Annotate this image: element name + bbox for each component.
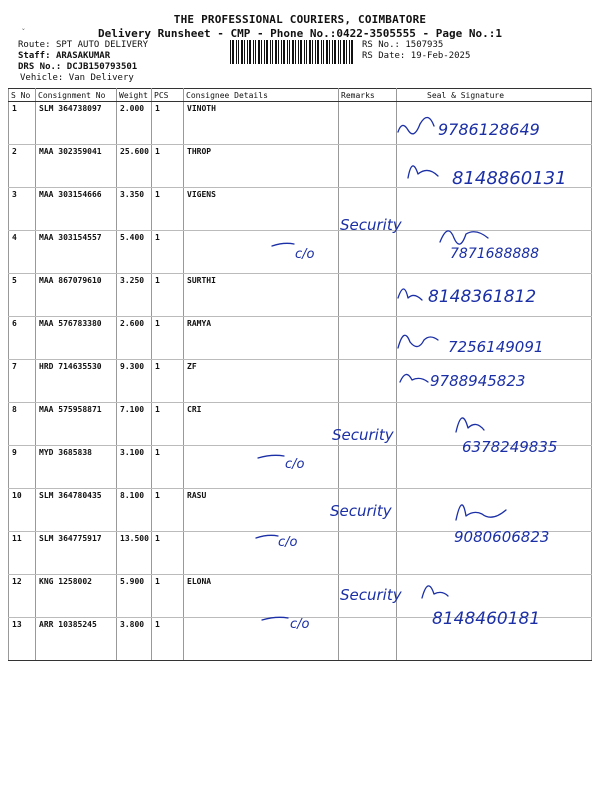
barcode-bar [289,40,290,64]
cell-signature [397,231,592,274]
cell-signature [397,274,592,317]
barcode-bar [346,40,347,64]
cell-pcs: 1 [152,575,184,618]
cell-signature [397,102,592,145]
handwriting-phone: 9786128649 [438,120,540,139]
cell-weight: 3.350 [117,188,152,231]
barcode-bar [253,40,254,64]
cell-consignment-no: MAA 302359041 [36,145,117,188]
table-row [9,102,592,145]
table-row [9,618,592,661]
cell-weight: 9.300 [117,360,152,403]
barcode [230,40,356,64]
cell-pcs: 1 [152,618,184,661]
cell-remarks [339,231,397,274]
cell-remarks [339,532,397,575]
barcode-bar [329,40,330,64]
info-right [362,40,470,62]
col-consignment: Consignment No [36,89,117,102]
cell-pcs: 1 [152,446,184,489]
cell-consignment-no: SLM 364775917 [36,532,117,575]
cell-remarks [339,188,397,231]
cell-pcs: 1 [152,102,184,145]
cell-consignment-no: MYD 3685838 [36,446,117,489]
cell-signature [397,489,592,532]
handwriting-security: Security [332,426,394,444]
barcode-bar [261,40,262,64]
barcode-bar [247,40,248,64]
barcode-bar [315,40,316,64]
cell-sno: 12 [9,575,36,618]
handwriting-phone: 6378249835 [462,438,558,456]
barcode-bar [272,40,273,64]
cell-consignment-no: ARR 10385245 [36,618,117,661]
cell-signature [397,403,592,446]
barcode-bar [258,40,260,64]
cell-consignee: RASU [184,489,339,532]
cell-weight: 3.100 [117,446,152,489]
table-row [9,145,592,188]
cell-weight: 3.250 [117,274,152,317]
handwriting-phone: 8148460181 [432,609,541,629]
barcode-bar [236,40,237,64]
info-left [18,40,148,62]
cell-signature [397,575,592,618]
cell-remarks [339,618,397,661]
cell-consignment-no: SLM 364780435 [36,489,117,532]
barcode-bar [275,40,277,64]
staff-line: Staff: ARASAKUMAR [18,51,111,61]
table-row [9,446,592,489]
barcode-bar [270,40,271,64]
cell-signature [397,360,592,403]
cell-sno: 8 [9,403,36,446]
cell-weight: 13.500 [117,532,152,575]
cell-consignee: VIGENS [184,188,339,231]
cell-pcs: 1 [152,532,184,575]
table-row [9,188,592,231]
barcode-bar [323,40,324,64]
cell-remarks [339,274,397,317]
runsheet-table [8,88,592,661]
vehicle-line: Vehicle: Van Delivery [20,73,134,83]
barcode-bar [266,40,268,64]
cell-remarks [339,102,397,145]
cell-signature [397,618,592,661]
table-row [9,317,592,360]
barcode-bar [232,40,234,64]
barcode-bar [317,40,319,64]
cell-weight: 7.100 [117,403,152,446]
barcode-bar [230,40,231,64]
barcode-bar [283,40,285,64]
handwriting-co: c/o [295,247,315,262]
col-weight: Weight [117,89,152,102]
table-row [9,274,592,317]
cell-sno: 1 [9,102,36,145]
col-remarks: Remarks [339,89,397,102]
col-pcs: PCS [152,89,184,102]
barcode-bar [264,40,265,64]
cell-signature [397,446,592,489]
cell-remarks [339,145,397,188]
cell-remarks [339,446,397,489]
barcode-bar [255,40,256,64]
cell-pcs: 1 [152,403,184,446]
cell-sno: 6 [9,317,36,360]
cell-weight: 2.000 [117,102,152,145]
company-title: THE PROFESSIONAL COURIERS, COIMBATORE [173,13,427,26]
cell-sno: 3 [9,188,36,231]
cell-consignment-no: HRD 714635530 [36,360,117,403]
cell-remarks [339,403,397,446]
barcode-bar [300,40,302,64]
rs-date-line: RS Date: 19-Feb-2025 [362,51,471,61]
cell-consignee: CRI [184,403,339,446]
cell-consignee [184,231,339,274]
drs-line: DRS No.: DCJB150793501 [18,62,138,72]
table-header [9,89,592,102]
barcode-bar [295,40,296,64]
cell-pcs: 1 [152,317,184,360]
table-row [9,575,592,618]
cell-signature [397,317,592,360]
handwriting-phone: 9080606823 [454,528,550,546]
cell-signature [397,188,592,231]
cell-weight: 2.600 [117,317,152,360]
cell-consignee: ELONA [184,575,339,618]
cell-pcs: 1 [152,274,184,317]
table-row [9,489,592,532]
route-line: Route: SPT AUTO DELIVERY [18,40,149,50]
cell-consignment-no: MAA 575958871 [36,403,117,446]
cell-remarks [339,360,397,403]
table-row [9,231,592,274]
barcode-bar [309,40,311,64]
cell-sno: 10 [9,489,36,532]
cell-consignee [184,618,339,661]
cell-sno: 9 [9,446,36,489]
cell-pcs: 1 [152,188,184,231]
table-row [9,360,592,403]
barcode-bar [349,40,350,64]
cell-consignment-no: KNG 1258002 [36,575,117,618]
handwriting-phone: 7871688888 [450,246,540,262]
cell-remarks [339,575,397,618]
table-row [9,532,592,575]
barcode-bar [281,40,282,64]
barcode-bar [298,40,299,64]
barcode-bar [244,40,245,64]
barcode-bar [332,40,333,64]
barcode-bar [340,40,341,64]
cell-consignee: SURTHI [184,274,339,317]
barcode-bar [338,40,339,64]
handwriting-phone: 8148361812 [428,287,537,307]
handwriting-security: Security [330,502,392,520]
cell-pcs: 1 [152,489,184,532]
cell-pcs: 1 [152,145,184,188]
cell-remarks [339,489,397,532]
cell-sno: 13 [9,618,36,661]
col-sno: S No [9,89,36,102]
barcode-bar [287,40,288,64]
cell-weight: 3.800 [117,618,152,661]
cell-weight: 5.400 [117,231,152,274]
barcode-bar [278,40,279,64]
cell-consignee [184,446,339,489]
barcode-bar [249,40,251,64]
handwriting-security: Security [340,586,402,604]
handwriting-phone: 8148860131 [452,168,567,189]
rs-no-line: RS No.: 1507935 [362,40,444,50]
handwriting-co: c/o [285,457,305,472]
cell-consignment-no: MAA 576783380 [36,317,117,360]
cell-consignment-no: MAA 303154557 [36,231,117,274]
cell-consignee [184,532,339,575]
barcode-bar [306,40,307,64]
barcode-bar [312,40,313,64]
cell-pcs: 1 [152,231,184,274]
barcode-bar [321,40,322,64]
cell-signature [397,145,592,188]
cell-weight: 5.900 [117,575,152,618]
handwriting-co: c/o [290,617,310,632]
cell-sno: 5 [9,274,36,317]
scan-mark: ˇ [21,28,26,37]
cell-sno: 4 [9,231,36,274]
handwriting-phone: 9788945823 [430,372,526,390]
cell-sno: 11 [9,532,36,575]
barcode-bar [351,40,353,64]
cell-consignment-no: SLM 364738097 [36,102,117,145]
cell-consignee: ZF [184,360,339,403]
cell-consignment-no: MAA 867079610 [36,274,117,317]
barcode-bar [334,40,336,64]
cell-signature [397,532,592,575]
runsheet-subtitle: Delivery Runsheet - CMP - Phone No.:0422-3505555 - Page No.:1 [98,27,502,40]
cell-consignee: THROP [184,145,339,188]
barcode-bar [326,40,328,64]
cell-sno: 2 [9,145,36,188]
handwriting-security: Security [340,216,402,234]
cell-weight: 25.600 [117,145,152,188]
cell-sno: 7 [9,360,36,403]
cell-pcs: 1 [152,360,184,403]
cell-consignee: RAMYA [184,317,339,360]
barcode-bar [304,40,305,64]
barcode-bar [241,40,243,64]
cell-consignment-no: MAA 303154666 [36,188,117,231]
barcode-bar [238,40,239,64]
col-consignee: Consignee Details [184,89,339,102]
cell-weight: 8.100 [117,489,152,532]
cell-remarks [339,317,397,360]
handwriting-co: c/o [278,535,298,550]
cell-consignee: VINOTH [184,102,339,145]
barcode-bar [343,40,345,64]
col-signature: Seal & Signature [397,89,592,102]
handwriting-phone: 7256149091 [448,338,544,356]
barcode-bar [292,40,294,64]
table-row [9,403,592,446]
